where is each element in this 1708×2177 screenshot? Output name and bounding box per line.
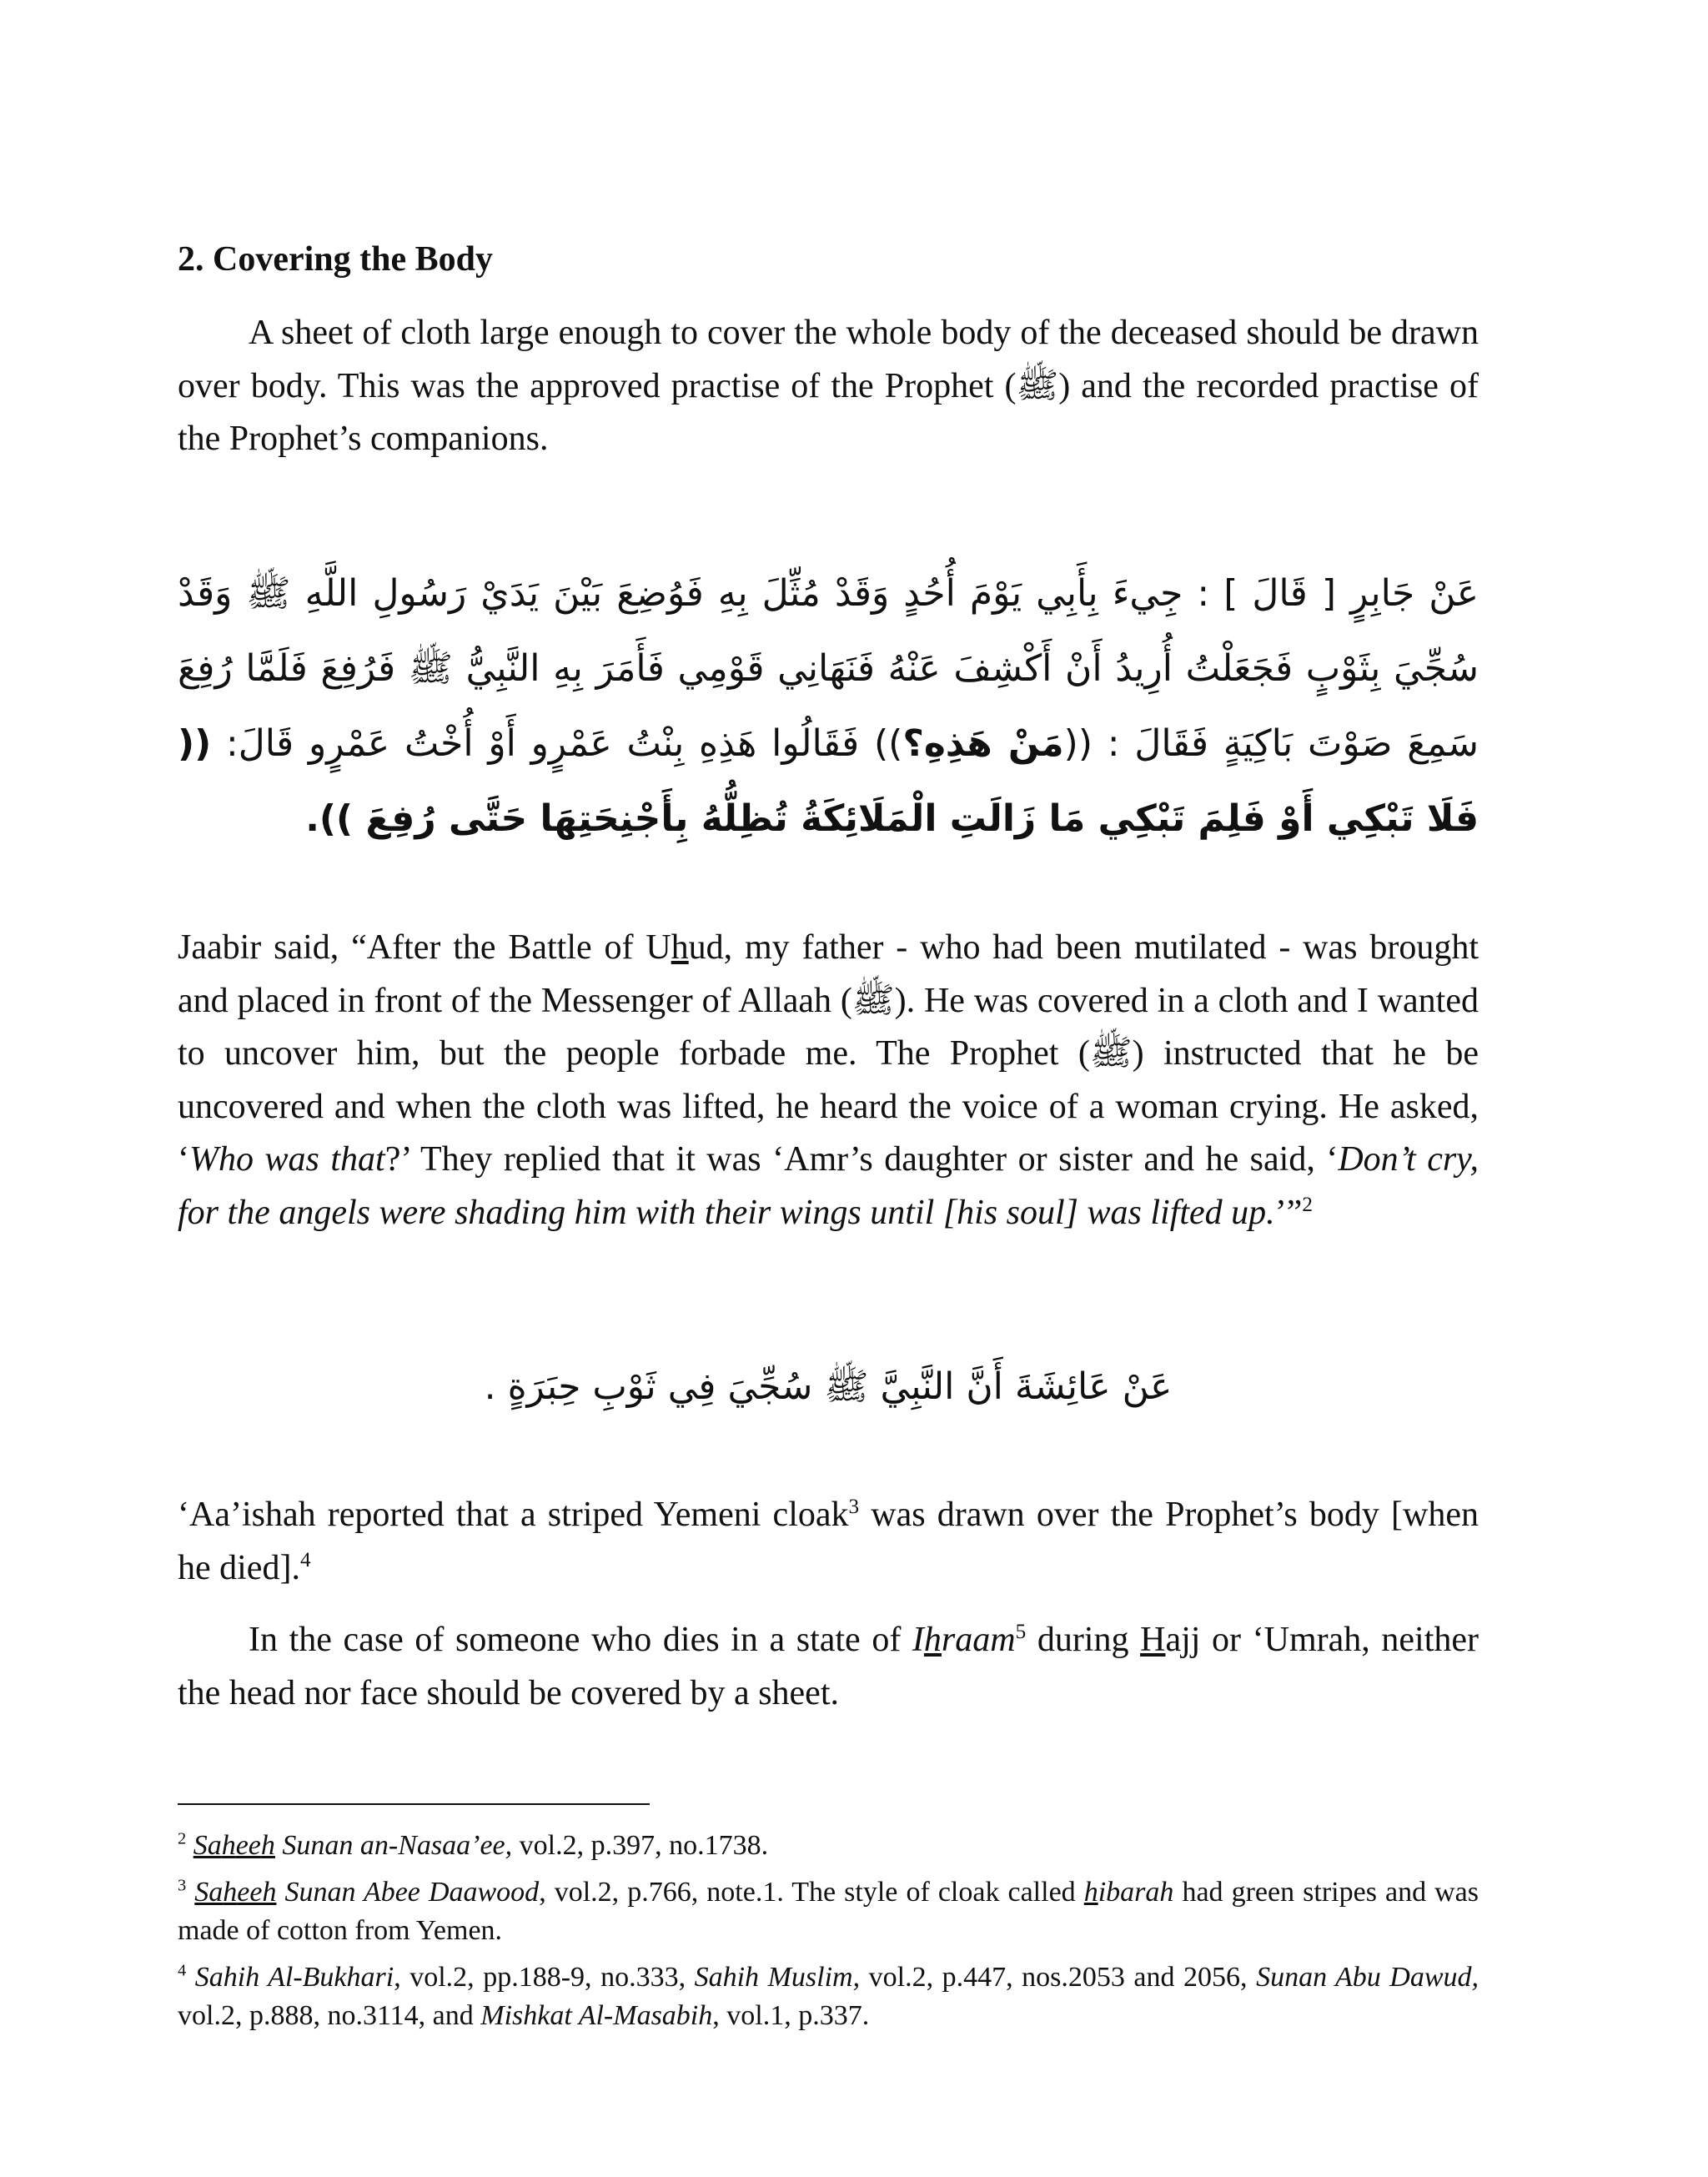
fn4-ref-3: vol.2, p.888, no.3114, and [178,2000,481,2031]
arabic-question-close: )) [873,722,903,765]
aishah-text-2: was drawn over the Prophet’s body [when he died]. [178,1496,1479,1587]
fn4-ref-1: , vol.2, pp.188-9, no.333, [394,1962,695,1993]
fn2-citation: vol.2, p.397, no.1738. [512,1830,769,1861]
fn3-saheeh-4: h [262,1877,277,1908]
ihraam-paragraph [178,1614,1479,1720]
ihraam-text-3: ajj or ‘Umrah, neither the head nor face should be covered by a sheet. [178,1621,1479,1712]
footnote-ref-4: 4 [299,1548,311,1571]
fn4-ref-2: vol.2, p.447, nos.2053 and 2056, [860,1962,1257,1993]
arabic-question-open: (( [1063,722,1093,765]
jabir-prophet-reply: Don’t cry, for the angels were shading him with their wings until [his soul] was lifted up. [178,1140,1479,1232]
fn3-saheeh-2: h [223,1877,238,1908]
ihraam-word-2: raam [941,1621,1016,1659]
footnote-ref-2: 2 [1302,1193,1313,1216]
fn3-citation-2: had green stripes and was made of cotton from Yemen. [178,1877,1479,1946]
fn3-citation-1: , vol.2, p.766, note.1. The style of cloak called [539,1877,1084,1908]
footnote-ref-5: 5 [1015,1621,1027,1643]
fn2-saheeh-3: ee [235,1830,261,1861]
fn3-hibarah-rest: ibarah [1098,1877,1174,1908]
jabir-text-1: Jaabir said, “After the Battle of U [178,928,671,967]
footnote-2-number: 2 [178,1829,187,1848]
ihraam-text-1: In the case of someone who dies in a state of [249,1621,912,1659]
jabir-question: Who was that [189,1140,385,1179]
fn4-book-3: Sunan Abu Dawud, [1256,1962,1479,1993]
fn2-saheeh-1: Sa [193,1830,222,1861]
arabic-prophet-saying: (( فَلَا تَبْكِي أَوْ فَلِمَ تَبْكِي مَا زَالَتِ الْمَلَائِكَةُ تُظِلُّهُ بِأَجْنِحَتِهَا حَتَّى رُفِعَ )). [178,722,1479,840]
fn3-saheeh-1: Sa [194,1877,224,1908]
ihraam-word-h: h [923,1621,942,1659]
hajj-h: H [1140,1621,1166,1659]
ihraam-text-2: during [1026,1621,1141,1659]
aishah-text-1: ‘Aa’ishah reported that a striped Yemeni cloak [178,1496,849,1534]
fn3-title: Sunan Abee Daawood [276,1877,540,1908]
footnote-3 [178,1873,1479,1950]
arabic-hadith-jabir-text: عَنْ جَابِرٍ [ قَالَ ] : جِيءَ بِأَبِي يَوْمَ أُحُدٍ وَقَدْ مُثِّلَ بِهِ فَوُضِعَ بَيْنَ يَدَيْ رَسُولِ اللَّهِ ﷺ وَقَدْ سُجِّيَ بِثَوْبٍ فَجَعَلْتُ أُرِيدُ أَنْ أَكْشِفَ عَنْهُ فَنَهَانِي قَوْمِي فَأَمَرَ بِهِ النَّبِيُّ ﷺ فَرُفِعَ فَلَمَّا رُفِعَ سَمِعَ صَوْتَ بَاكِيَةٍ فَقَالَ : [178,572,1479,765]
ihraam-word-1: I [912,1621,924,1659]
footnote-2 [178,1827,1479,1865]
arabic-question: مَنْ هَذِهِ؟ [902,722,1064,765]
footnote-ref-3: 3 [848,1496,860,1518]
fn3-hibarah-h: h [1083,1877,1098,1908]
arabic-hadith-jabir [178,556,1479,857]
jabir-text-2: ud, my father - who had been mutilated - was brought and placed in front of the Messenger of Allaah (ﷺ). He was covered in a cloth and I wanted to uncover him, but the people forbade me. The Prophet (ﷺ) instructed that he be uncovered and when the cloth was lifted, he heard the voice of a woman crying. He asked, ‘ [178,928,1479,1179]
intro-paragraph: A sheet of cloth large enough to cover the whole body of the deceased should be drawn over body. This was the approved practise of the Prophet (ﷺ) and the recorded practise of the Prophet’s companions. [178,314,1479,458]
fn3-saheeh-3: ee [237,1877,263,1908]
section-heading: 2. Covering the Body [178,240,493,279]
arabic-hadith-jabir-middle: فَقَالُوا هَذِهِ بِنْتُ عَمْرٍو أَوْ أُخْتُ عَمْرٍو قَالَ: [211,722,874,765]
footnote-4-number: 4 [178,1961,187,1980]
jabir-translation-paragraph [178,922,1479,1239]
fn4-book-2: Sahih Muslim, [694,1962,861,1993]
fn4-book-4: Mishkat Al-Masabih [480,2000,713,2031]
jabir-text-uhud-h: h [671,928,689,967]
fn4-book-1: Sahih Al-Bukhari [194,1962,394,1993]
fn4-ref-4: , vol.1, p.337. [712,2000,870,2031]
jabir-text-4: ’” [1274,1193,1303,1232]
arabic-hadith-aishah: عَنْ عَائِشَةَ أَنَّ النَّبِيَّ ﷺ سُجِّيَ فِي ثَوْبِ حِبَرَةٍ . [484,1365,1173,1408]
fn2-saheeh-4: h [260,1830,275,1861]
aishah-translation-paragraph [178,1489,1479,1595]
footnote-4 [178,1958,1479,2035]
footnote-3-number: 3 [178,1876,187,1895]
footnote-divider [178,1803,650,1805]
fn2-title: Sunan an-Nasaa’ee, [274,1830,513,1861]
jabir-text-3: ?’ They replied that it was ‘Amr’s daughter or sister and he said, ‘ [384,1140,1339,1179]
fn2-saheeh-2: h [221,1830,236,1861]
